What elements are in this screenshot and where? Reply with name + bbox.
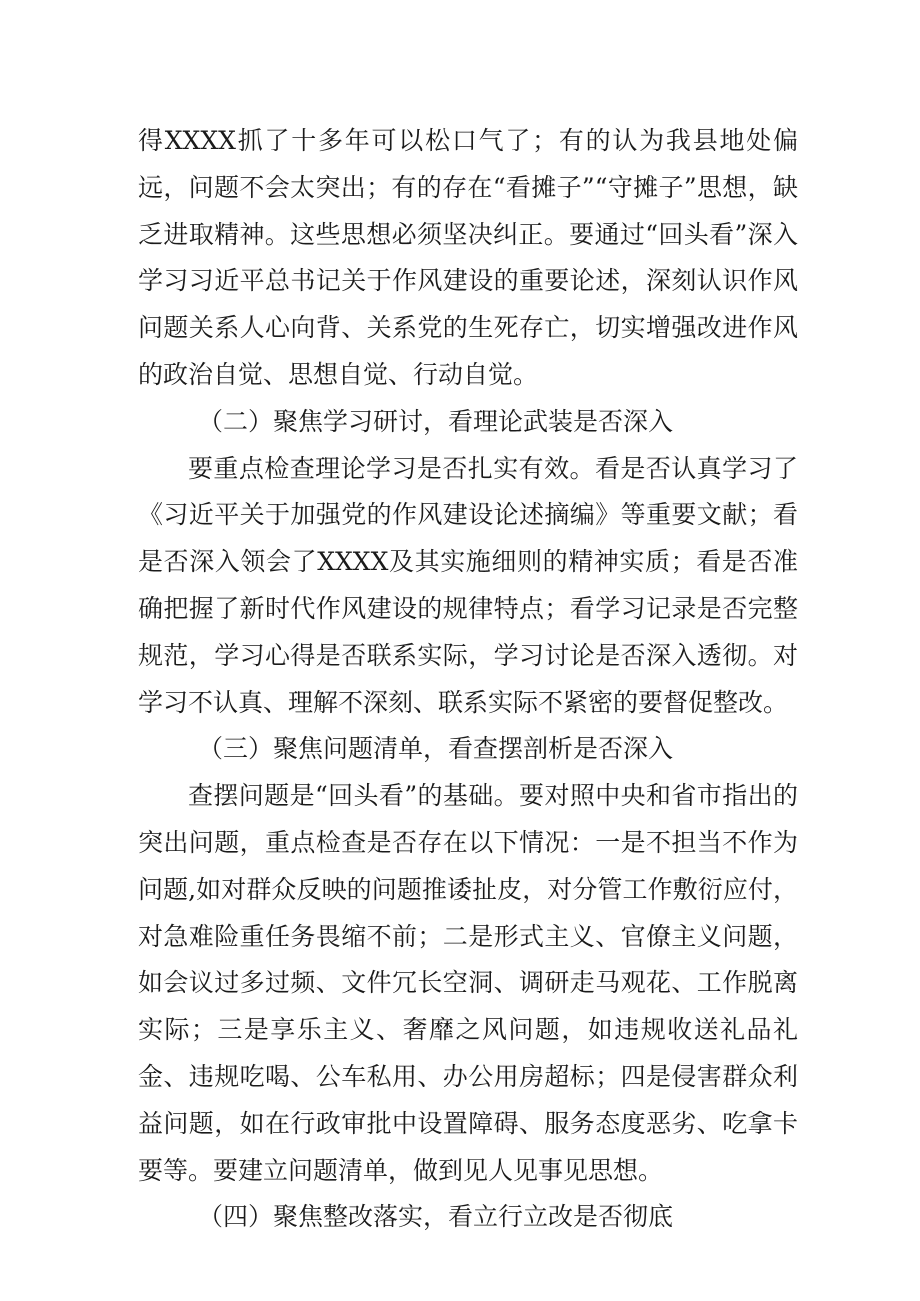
section-heading-2: （二）聚焦学习研讨，看理论武装是否深入	[198, 406, 674, 436]
paragraph-body-1: 得XXXX抓了十多年可以松口气了；有的认为我县地处偏远，问题不会太突出；有的存在“看摊子”“守摊子”思想，缺乏进取精神。这些思想必须坚决纠正。要通过“回头看”深入学习习近平总书记关于作风建设的重要论述，深刻认识作风问题关系人心向背、关系党的生死存亡，切实增强改进作风的政治自觉、思想自觉、行动自觉。	[138, 126, 798, 389]
paragraph-body-2: 要重点检查理论学习是否扎实有效。看是否认真学习了《习近平关于加强党的作风建设论述摘编》等重要文献；看是否深入领会了XXXX及其实施细则的精神实质；看是否准确把握了新时代作风建设的规律特点；看学习记录是否完整规范，学习心得是否联系实际，学习讨论是否深入透彻。对学习不认真、理解不深刻、联系实际不紧密的要督促整改。	[138, 453, 798, 717]
section-heading-4: （四）聚焦整改落实，看立行立改是否彻底	[198, 1202, 674, 1232]
paragraph-body-3: 查摆问题是“回头看”的基础。要对照中央和省市指出的突出问题，重点检查是否存在以下情况：一是不担当不作为问题,如对群众反映的问题推诿扯皮，对分管工作敷衍应付，对急难险重任务畏缩不前；二是形式主义、官僚主义问题，如会议过多过频、文件冗长空洞、调研走马观花、工作脱离实际；三是享乐主义、奢靡之风问题，如违规收送礼品礼金、违规吃喝、公车私用、办公用房超标；四是侵害群众利益问题，如在行政审批中设置障碍、服务态度恶劣、吃拿卡要等。要建立问题清单，做到见人见事见思想。	[138, 781, 798, 1185]
section-heading-3: （三）聚焦问题清单，看查摆剖析是否深入	[198, 734, 674, 764]
document-body	[138, 118, 798, 1241]
